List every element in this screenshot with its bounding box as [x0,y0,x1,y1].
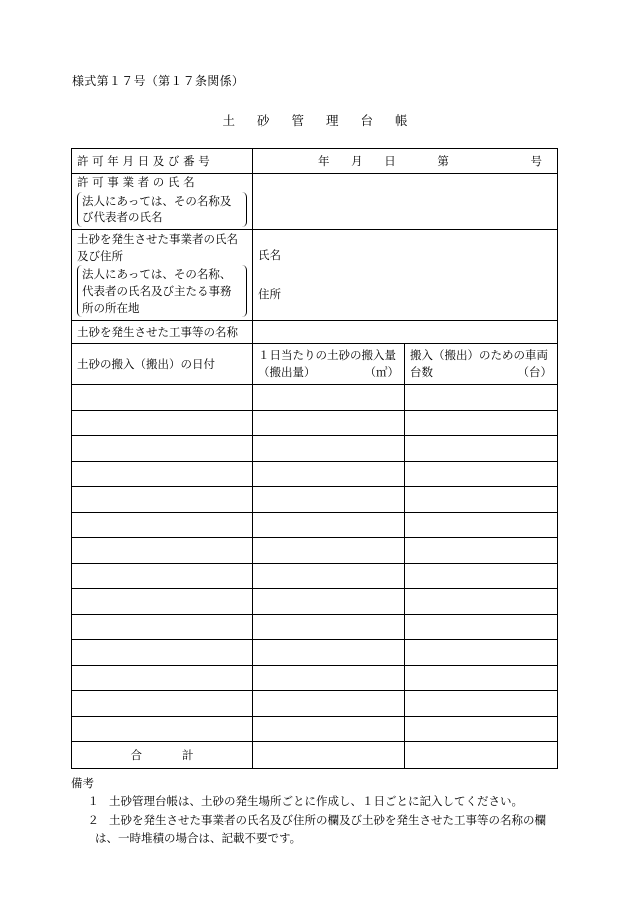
volume-cell[interactable] [253,563,405,589]
vehicles-cell[interactable] [405,512,558,538]
document-title [0,111,630,129]
title-char: 管 [291,113,304,128]
date-cell[interactable] [72,436,253,462]
vehicles-cell[interactable] [405,410,558,436]
generator-note-line: 所の所在地 [82,300,140,315]
date-cell[interactable] [72,614,253,640]
remarks [71,774,557,848]
work-name-label: 土砂を発生させた工事等の名称 [72,321,253,344]
title-char: 台 [360,113,374,128]
volume-cell[interactable] [253,461,405,487]
month-label: 月 [351,153,363,168]
total-volume-cell[interactable] [253,742,405,769]
date-cell[interactable] [72,691,253,717]
work-name-value-cell[interactable] [253,321,558,344]
vehicles-cell[interactable] [405,538,558,564]
date-cell[interactable] [72,589,253,615]
generator-label-line: 及び住所 [77,248,123,263]
vehicles-cell[interactable] [405,614,558,640]
generator-row [72,230,558,321]
title-char: 土 [222,113,235,128]
data-row [72,665,558,691]
data-row [72,691,558,717]
vehicles-cell[interactable] [405,487,558,513]
total-vehicles-cell[interactable] [405,742,558,769]
total-label-char: 計 [182,747,194,762]
remarks-heading: 備考 [71,776,94,790]
title-char: 理 [326,113,339,128]
date-cell[interactable] [72,716,253,742]
volume-cell[interactable] [253,589,405,615]
vehicles-cell[interactable] [405,461,558,487]
date-cell[interactable] [72,538,253,564]
data-row [72,716,558,742]
column-header-row [72,344,558,385]
volume-cell[interactable] [253,538,405,564]
vehicles-header-line: 台数 [410,365,433,380]
date-cell[interactable] [72,640,253,666]
data-row [72,538,558,564]
business-name-label-cell [72,174,253,230]
remark-note [71,792,557,810]
date-cell[interactable] [72,461,253,487]
dai-label: 第 [437,153,449,168]
volume-cell[interactable] [253,410,405,436]
generator-note [77,265,247,317]
vehicles-cell[interactable] [405,691,558,717]
data-row [72,563,558,589]
form-number: 様式第１７号（第１７条関係） [72,74,245,88]
date-cell[interactable] [72,665,253,691]
vehicles-cell[interactable] [405,640,558,666]
volume-cell[interactable] [253,614,405,640]
total-row [72,742,558,769]
business-name-note [77,192,247,227]
volume-cell[interactable] [253,716,405,742]
generator-note-line: 法人にあっては、その名称、 [82,267,232,282]
title-char: 砂 [256,113,270,128]
soil-ledger-table [71,148,558,769]
vehicles-cell[interactable] [405,665,558,691]
date-cell[interactable] [72,410,253,436]
remark-continuation: は、一時堆積の場合は、記載不要です。 [95,831,302,846]
data-row [72,410,558,436]
remark-text: 土砂を発生させた事業者の氏名及び住所の欄及び土砂を発生させた工事等の名称の欄 [109,812,546,827]
data-row [72,461,558,487]
date-column-header: 土砂の搬入（搬出）の日付 [72,344,253,385]
title-char: 帳 [395,113,408,128]
business-name-row [72,174,558,230]
date-cell[interactable] [72,385,253,411]
remark-note [71,811,557,829]
remark-number: ２ [87,812,99,827]
remark-number: １ [87,794,99,809]
generator-value-cell[interactable] [253,230,558,321]
data-row [72,487,558,513]
volume-cell[interactable] [253,436,405,462]
go-label: 号 [530,153,542,168]
data-row [72,385,558,411]
generator-label-cell [72,230,253,321]
business-name-note-line: 法人にあっては、その名称及 [82,193,232,208]
date-cell[interactable] [72,563,253,589]
vehicles-header-line: 搬入（搬出）のための車両 [410,348,548,363]
data-row [72,589,558,615]
business-name-label: 許 可 事 業 者 の 氏 名 [77,175,195,189]
volume-cell[interactable] [253,487,405,513]
volume-cell[interactable] [253,512,405,538]
vehicles-unit: （台） [517,365,552,380]
name-field-label: 氏名 [258,248,281,263]
date-cell[interactable] [72,512,253,538]
generator-label-line: 土砂を発生させた事業者の氏名 [77,231,238,246]
volume-header-line: （搬出量） [258,365,316,380]
volume-cell[interactable] [253,691,405,717]
data-row [72,512,558,538]
remark-text: 土砂管理台帳は、土砂の発生場所ごとに作成し、１日ごとに記入してください。 [109,794,523,809]
permit-value-cell[interactable] [253,149,558,174]
business-name-value-cell[interactable] [253,174,558,230]
business-name-note-line: び代表者の氏名 [82,210,163,225]
total-label-char: 合 [130,747,142,762]
volume-cell[interactable] [253,640,405,666]
total-label-cell [72,742,253,769]
volume-cell[interactable] [253,385,405,411]
permit-row [72,149,558,174]
data-row [72,614,558,640]
work-name-row [72,321,558,344]
vehicles-cell[interactable] [405,385,558,411]
vehicles-cell[interactable] [405,563,558,589]
vehicles-cell[interactable] [405,716,558,742]
date-cell[interactable] [72,487,253,513]
permit-label: 許 可 年 月 日 及 び 番 号 [72,149,253,174]
day-label: 日 [384,153,396,168]
volume-cell[interactable] [253,665,405,691]
volume-header-line: １日当たりの土砂の搬入量 [258,348,396,363]
data-row [72,640,558,666]
vehicles-cell[interactable] [405,589,558,615]
vehicles-cell[interactable] [405,436,558,462]
address-field-label: 住所 [258,287,281,302]
year-label: 年 [318,153,330,168]
vehicles-column-header [405,344,558,385]
volume-unit: （㎥） [364,365,399,380]
data-row [72,436,558,462]
generator-note-line: 代表者の氏名及び主たる事務 [82,283,232,298]
volume-column-header [253,344,405,385]
